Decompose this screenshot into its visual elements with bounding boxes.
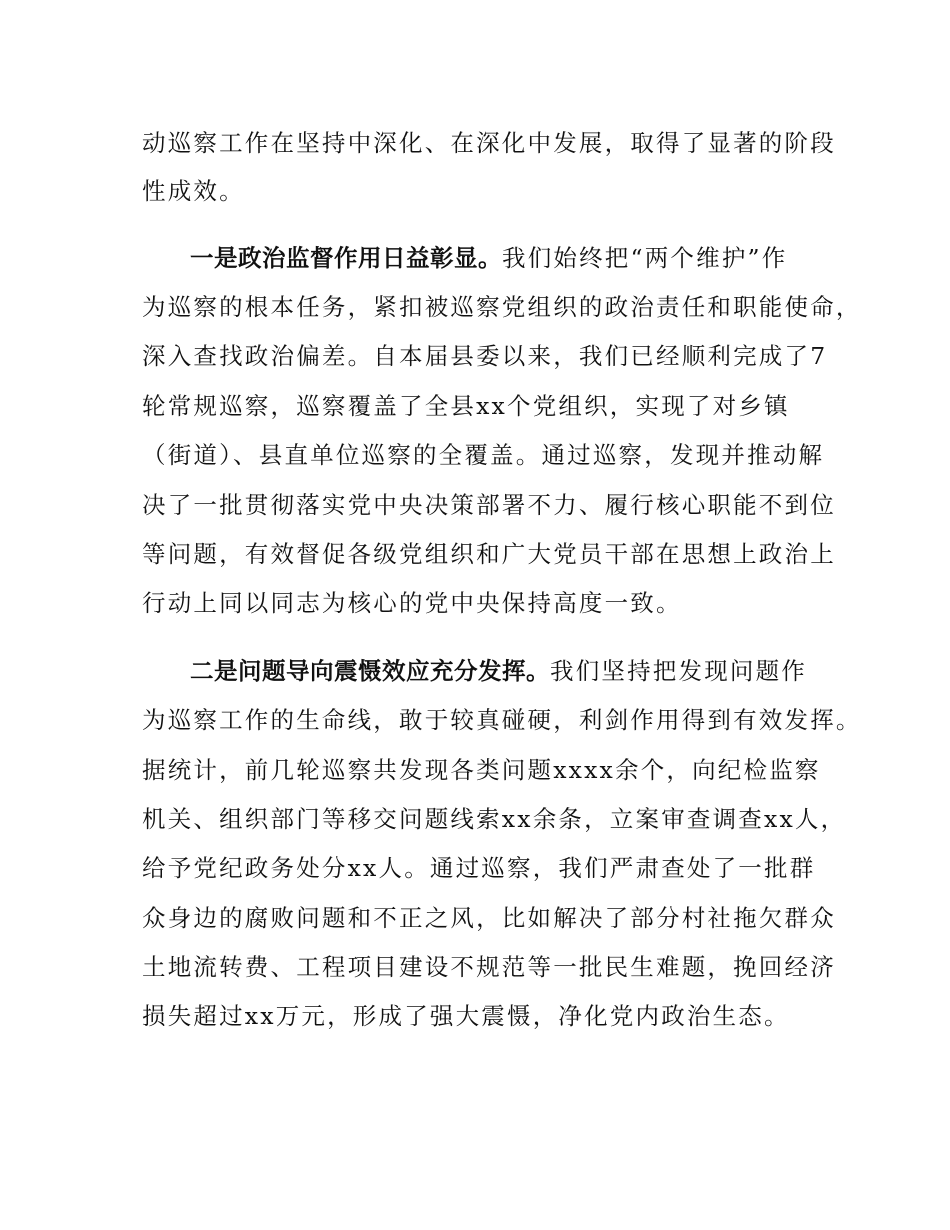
text-line — [190, 243, 787, 273]
text-line: 据统计，前几轮巡察共发现各类问题xxxx余个，向纪检监察 — [142, 756, 821, 784]
text-line: 机关、组织部门等移交问题线索xx余条，立案审查调查xx人， — [142, 805, 847, 833]
text-line: 土地流转费、工程项目建设不规范等一批民生难题，挽回经济 — [142, 953, 836, 981]
text-line: 动巡察工作在坚持中深化、在深化中发展，取得了显著的阶段 — [142, 129, 836, 157]
text-line: 轮常规巡察，巡察覆盖了全县xx个党组织，实现了对乡镇 — [142, 392, 790, 420]
text-span: 我们始终把“两个维护”作 — [502, 244, 788, 272]
text-line: 为巡察工作的生命线，敢于较真碰硬，利剑作用得到有效发挥。 — [142, 706, 862, 734]
text-line: 行动上同以同志为核心的党中央保持高度一致。 — [142, 589, 682, 617]
text-line: 损失超过xx万元，形成了强大震慑，净化党内政治生态。 — [142, 1002, 790, 1030]
text-line: 深入查找政治偏差。自本届县委以来，我们已经顺利完成了7 — [142, 342, 828, 370]
text-line: 给予党纪政务处分xx人。通过巡察，我们严肃查处了一批群 — [142, 854, 816, 882]
paragraph-heading: 二是问题导向震慑效应充分发挥。 — [190, 657, 550, 685]
text-span: 我们坚持把发现问题作 — [550, 657, 807, 685]
text-line: 性成效。 — [142, 177, 245, 205]
text-line: 等问题，有效督促各级党组织和广大党员干部在思想上政治上 — [142, 540, 836, 568]
text-line: 决了一批贯彻落实党中央决策部署不力、履行核心职能不到位 — [142, 491, 836, 519]
text-line: 为巡察的根本任务，紧扣被巡察党组织的政治责任和职能使命， — [142, 293, 862, 321]
paragraph-heading: 一是政治监督作用日益彰显。 — [190, 244, 502, 272]
text-line: （街道）、县直单位巡察的全覆盖。通过巡察，发现并推动解 — [142, 441, 825, 469]
text-line: 众身边的腐败问题和不正之风，比如解决了部分村社拖欠群众 — [142, 904, 836, 932]
text-line — [190, 656, 807, 686]
